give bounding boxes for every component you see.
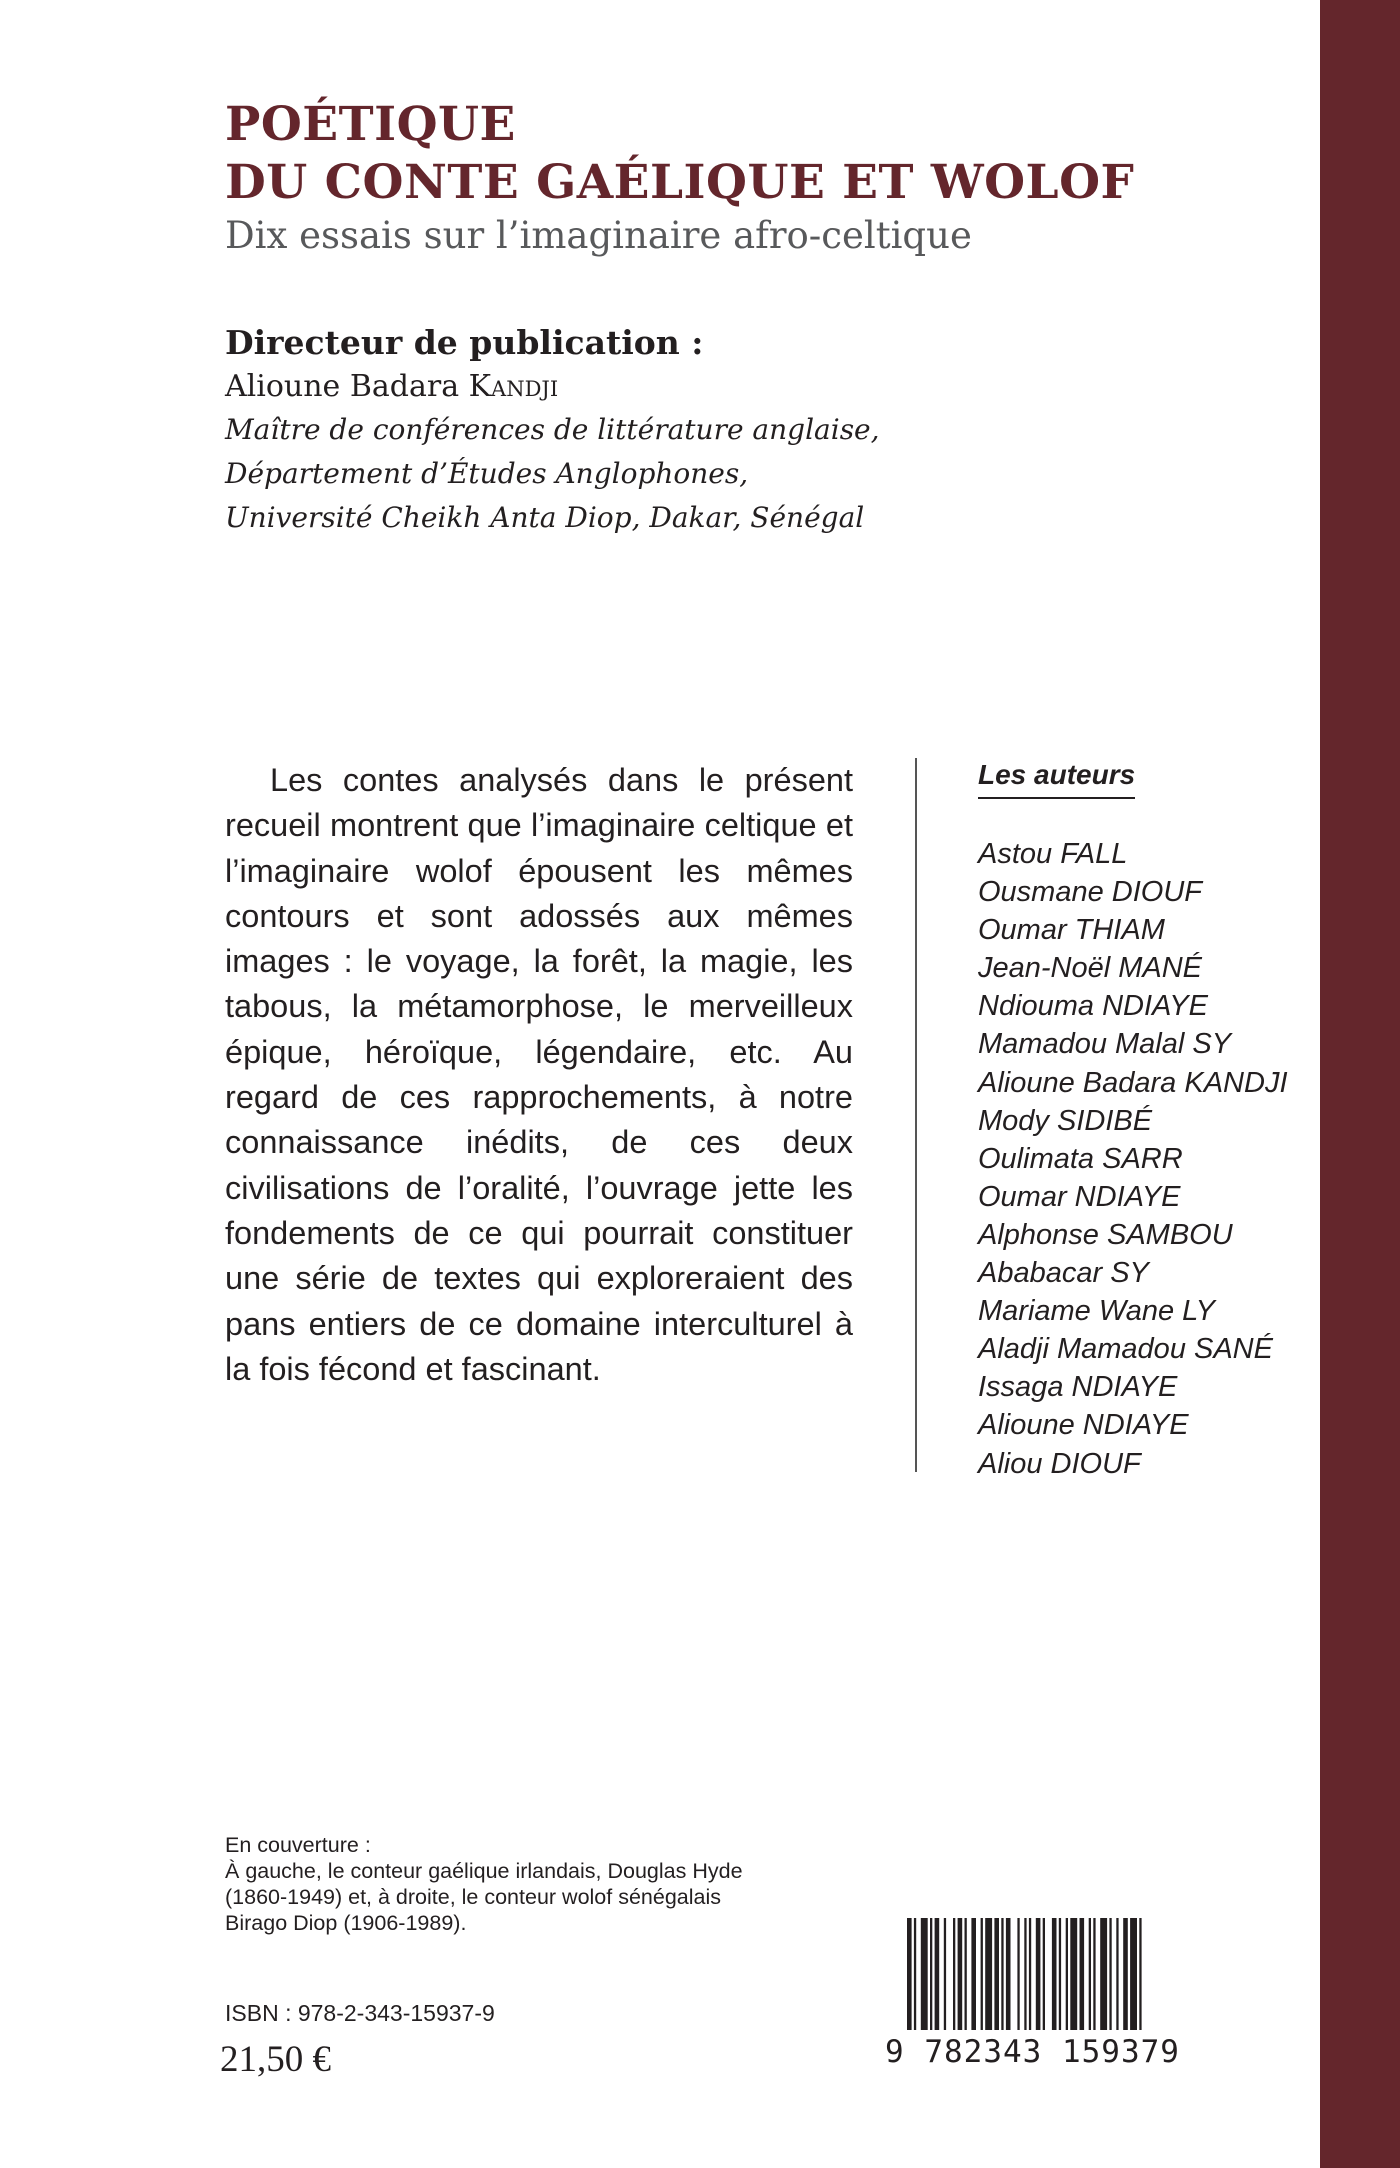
title-line-2: DU CONTE GAÉLIQUE ET WOLOF <box>225 155 1135 210</box>
author-name: Ababacar SY <box>978 1257 1149 1290</box>
cover-credit-line: À gauche, le conteur gaélique irlandais, Douglas Hyde <box>225 1859 743 1883</box>
author-name: Issaga NDIAYE <box>978 1371 1178 1404</box>
director-block <box>225 320 880 540</box>
title-line-1: POÉTIQUE <box>225 97 516 152</box>
author-name: Mody SIDIBÉ <box>978 1104 1153 1137</box>
author-name: Mariame Wane LY <box>978 1295 1215 1328</box>
barcode-bars <box>885 1918 1220 2038</box>
book-title <box>225 96 1134 212</box>
author-name: Aliou DIOUF <box>978 1447 1141 1480</box>
authors-heading: Les auteurs <box>978 755 1135 799</box>
author-name: Mamadou Malal SY <box>978 1028 1232 1061</box>
author-name: Alphonse SAMBOU <box>978 1218 1233 1251</box>
blurb-paragraph: Les contes analysés dans le présent recueil montrent que l’imaginaire celtique et l’imaginaire wolof épousent les mêmes contours et sont adossés aux mêmes images : le voyage, la forêt, la magie, les tabous, la métamorphose, le merveilleux épique, héroïque, légendaire, etc. Au regard de ces rapprochements, à notre connaissance inédits, de ces deux civilisations de l’oralité, l’ouvrage jette les fondements de ce qui pourrait constituer une série de textes qui exploreraient des pans entiers de ce domaine interculturel à la fois fécond et fascinant. <box>225 762 853 1387</box>
director-affiliation-1: Maître de conférences de littérature anglaise, <box>225 413 880 446</box>
author-name: Astou FALL <box>978 838 1128 870</box>
director-last-name: Kandji <box>468 369 559 404</box>
cover-credit-line: En couverture : <box>225 1833 371 1857</box>
author-name: Oulimata SARR <box>978 1142 1183 1175</box>
author-name: Aladji Mamadou SANÉ <box>978 1333 1273 1366</box>
authors-names <box>978 835 1288 1483</box>
author-name: Ndiouma NDIAYE <box>978 990 1208 1023</box>
back-cover-blurb <box>225 758 853 1392</box>
author-name: Jean-Noël MANÉ <box>978 952 1203 985</box>
director-name <box>225 366 880 408</box>
isbn: ISBN : 978-2-343-15937-9 <box>225 2000 495 2026</box>
cover-credit <box>225 1832 743 1936</box>
author-name: Alioune NDIAYE <box>978 1409 1189 1442</box>
director-label: Directeur de publication : <box>225 323 704 362</box>
cover-credit-line: Birago Diop (1906-1989). <box>225 1911 467 1935</box>
authors-list <box>978 755 1288 1483</box>
book-spine <box>1320 0 1400 2168</box>
column-divider <box>915 758 917 1472</box>
book-subtitle: Dix essais sur l’imaginaire afro-celtique <box>225 214 972 257</box>
author-name: Oumar THIAM <box>978 914 1165 947</box>
barcode-digits: 9 782343 159379 <box>885 2034 1180 2070</box>
barcode <box>885 1918 1220 2078</box>
director-affiliation-2: Département d’Études Anglophones, <box>225 457 749 490</box>
author-name: Alioune Badara KANDJI <box>978 1066 1288 1099</box>
director-affiliation-3: Université Cheikh Anta Diop, Dakar, Sénégal <box>225 501 865 534</box>
price: 21,50 € <box>220 2039 331 2080</box>
director-first-name: Alioune Badara <box>225 369 469 404</box>
author-name: Ousmane DIOUF <box>978 876 1202 909</box>
cover-credit-line: (1860-1949) et, à droite, le conteur wolof sénégalais <box>225 1885 722 1909</box>
author-name: Oumar NDIAYE <box>978 1180 1181 1213</box>
